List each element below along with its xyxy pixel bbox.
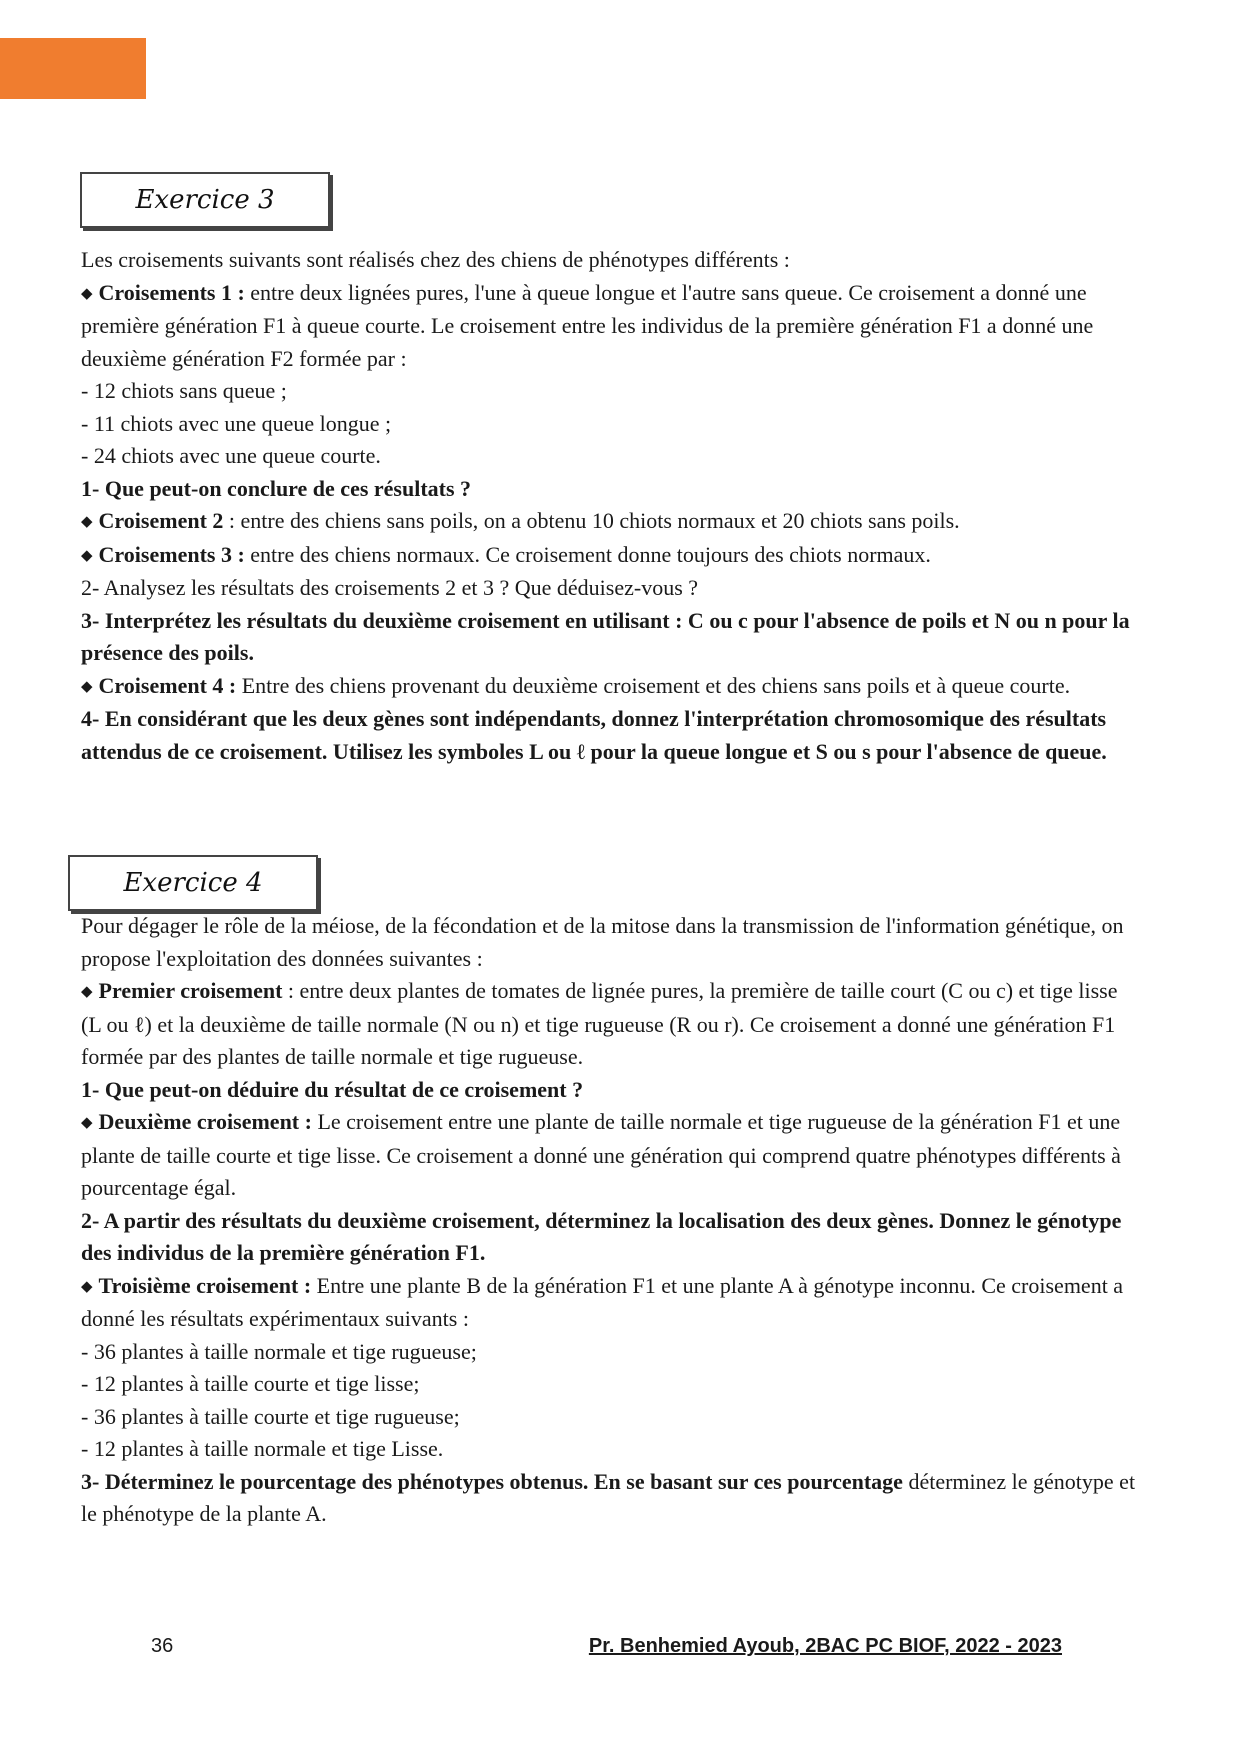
exercise-3-body (81, 244, 1141, 768)
ex3-question-3 (81, 605, 1141, 670)
ex3-result-3: - 24 chiots avec une queue courte. (81, 443, 381, 468)
ex4-question-1-text: 1- Que peut-on déduire du résultat de ce croisement ? (81, 1076, 584, 1102)
ex3-question-3-text: 3- Interprétez les résultats du deuxième croisement en utilisant : C ou c pour l'absence de poils et N ou n pour la présence des poils. (81, 607, 1130, 665)
page-number: 36 (151, 1635, 174, 1657)
ex4-cross-1-label: Premier croisement (98, 978, 283, 1003)
ex4-cross-2-label: Deuxième croisement : (98, 1109, 312, 1134)
ex4-cross-3-text: Entre une plante B de la génération F1 et une plante A à génotype inconnu. Ce croisement a donné les résultats expérimentaux suivants : (81, 1272, 1124, 1331)
exercise-3-title-box (80, 172, 330, 228)
ex3-result-2: - 11 chiots avec une queue longue ; (81, 410, 392, 436)
ex3-question-4-text: 4- En considérant que les deux gènes sont indépendants, donnez l'interprétation chromosomique des résultats attendus de ce croisement. Utilisez les symboles L ou ℓ pour la queue longue et S ou s pour l'absence de queue. (81, 706, 1107, 764)
ex4-cross-1-text: : entre deux plantes de tomates de lignée pures, la première de taille court (C ou c) et tige lisse (L ou ℓ) et la deuxième de taille normale (N ou n) et tige rugueuse (R ou r). Ce croisement a donné une génération F1 formée par des plantes de taille normale et tige rugueuse. (81, 978, 1118, 1069)
ex3-cross-4-text: Entre des chiens provenant du deuxième croisement et des chiens sans poils et à queue courte. (236, 672, 1071, 698)
ex4-result-1: - 36 plantes à taille normale et tige rugueuse; (81, 1338, 477, 1364)
ex4-result-4: - 12 plantes à taille normale et tige Lisse. (81, 1436, 444, 1461)
ex4-cross-3 (81, 1270, 1141, 1336)
ex3-cross-1-text: entre deux lignées pures, l'une à queue longue et l'autre sans queue. Ce croisement a donné une première génération F1 à queue courte. Le croisement entre les individus de la première génération F1 a donné une deuxième génération F2 formée par : (81, 279, 1094, 371)
ex4-cross-2 (81, 1106, 1141, 1205)
ex3-cross-3-text: entre des chiens normaux. Ce croisement donne toujours des chiots normaux. (244, 541, 931, 567)
diamond-bullet-icon: ◆ (81, 678, 93, 695)
ex3-cross-2-label: Croisement 2 (98, 508, 224, 533)
diamond-bullet-icon: ◆ (81, 547, 93, 564)
ex4-result-3: - 36 plantes à taille courte et tige rugueuse; (81, 1403, 460, 1429)
ex3-question-1 (81, 473, 1141, 506)
ex3-question-1-text: 1- Que peut-on conclure de ces résultats ? (81, 475, 472, 501)
ex3-cross-2-text: : entre des chiens sans poils, on a obtenu 10 chiots normaux et 20 chiots sans poils. (223, 508, 960, 533)
ex3-cross-1-label: Croisements 1 : (98, 279, 245, 305)
exercise-4-title: Exercice 4 (123, 868, 263, 898)
ex4-question-3-bold: 3- Déterminez le pourcentage des phénotypes obtenus. En se basant sur ces pourcentage (81, 1468, 903, 1494)
diamond-bullet-icon: ◆ (81, 1278, 93, 1295)
ex3-question-2: 2- Analysez les résultats des croisements 2 et 3 ? Que déduisez-vous ? (81, 575, 699, 600)
ex3-intro: Les croisements suivants sont réalisés chez des chiens de phénotypes différents : (81, 247, 790, 272)
exercise-3-title: Exercice 3 (135, 185, 275, 215)
ex3-cross-3 (81, 539, 1141, 573)
ex3-cross-3-label: Croisements 3 : (98, 541, 245, 567)
exercise-4-title-box (68, 855, 318, 911)
ex4-cross-2-text: Le croisement entre une plante de taille normale et tige rugueuse de la génération F1 et une plante de taille courte et tige lisse. Ce croisement a donné une génération qui comprend quatre phénotypes différents à pourcentage égal. (81, 1109, 1121, 1200)
ex3-cross-4 (81, 670, 1141, 704)
diamond-bullet-icon: ◆ (81, 984, 93, 1000)
footer-author: Pr. Benhemied Ayoub, 2BAC PC BIOF, 2022 - 2023 (588, 1635, 1062, 1657)
ex3-cross-1 (81, 277, 1141, 376)
diamond-bullet-icon: ◆ (81, 1115, 93, 1131)
ex4-question-3 (81, 1466, 1141, 1531)
diamond-bullet-icon: ◆ (81, 514, 93, 530)
ex3-result-1: - 12 chiots sans queue ; (81, 378, 287, 403)
ex4-question-2-text: 2- A partir des résultats du deuxième croisement, déterminez la localisation des deux gènes. Donnez le génotype des individus de la première génération F1. (81, 1207, 1122, 1265)
ex4-question-3-rest: déterminez le génotype et le phénotype de la plante A. (81, 1468, 1136, 1526)
ex4-result-2: - 12 plantes à taille courte et tige lisse; (81, 1371, 420, 1396)
exercise-4-body (81, 910, 1141, 1531)
ex3-cross-2 (81, 505, 1141, 539)
diamond-bullet-icon: ◆ (81, 285, 93, 302)
ex4-question-2 (81, 1205, 1141, 1270)
ex4-intro: Pour dégager le rôle de la méiose, de la fécondation et de la mitose dans la transmission de l'information génétique, on propose l'exploitation des données suivantes : (81, 913, 1124, 971)
ex4-cross-3-label: Troisième croisement : (98, 1272, 312, 1298)
ex3-cross-4-label: Croisement 4 : (98, 672, 237, 698)
ex4-question-1 (81, 1074, 1141, 1107)
ex3-question-4 (81, 703, 1141, 768)
header-accent-block (0, 38, 146, 99)
ex4-cross-1 (81, 975, 1141, 1074)
